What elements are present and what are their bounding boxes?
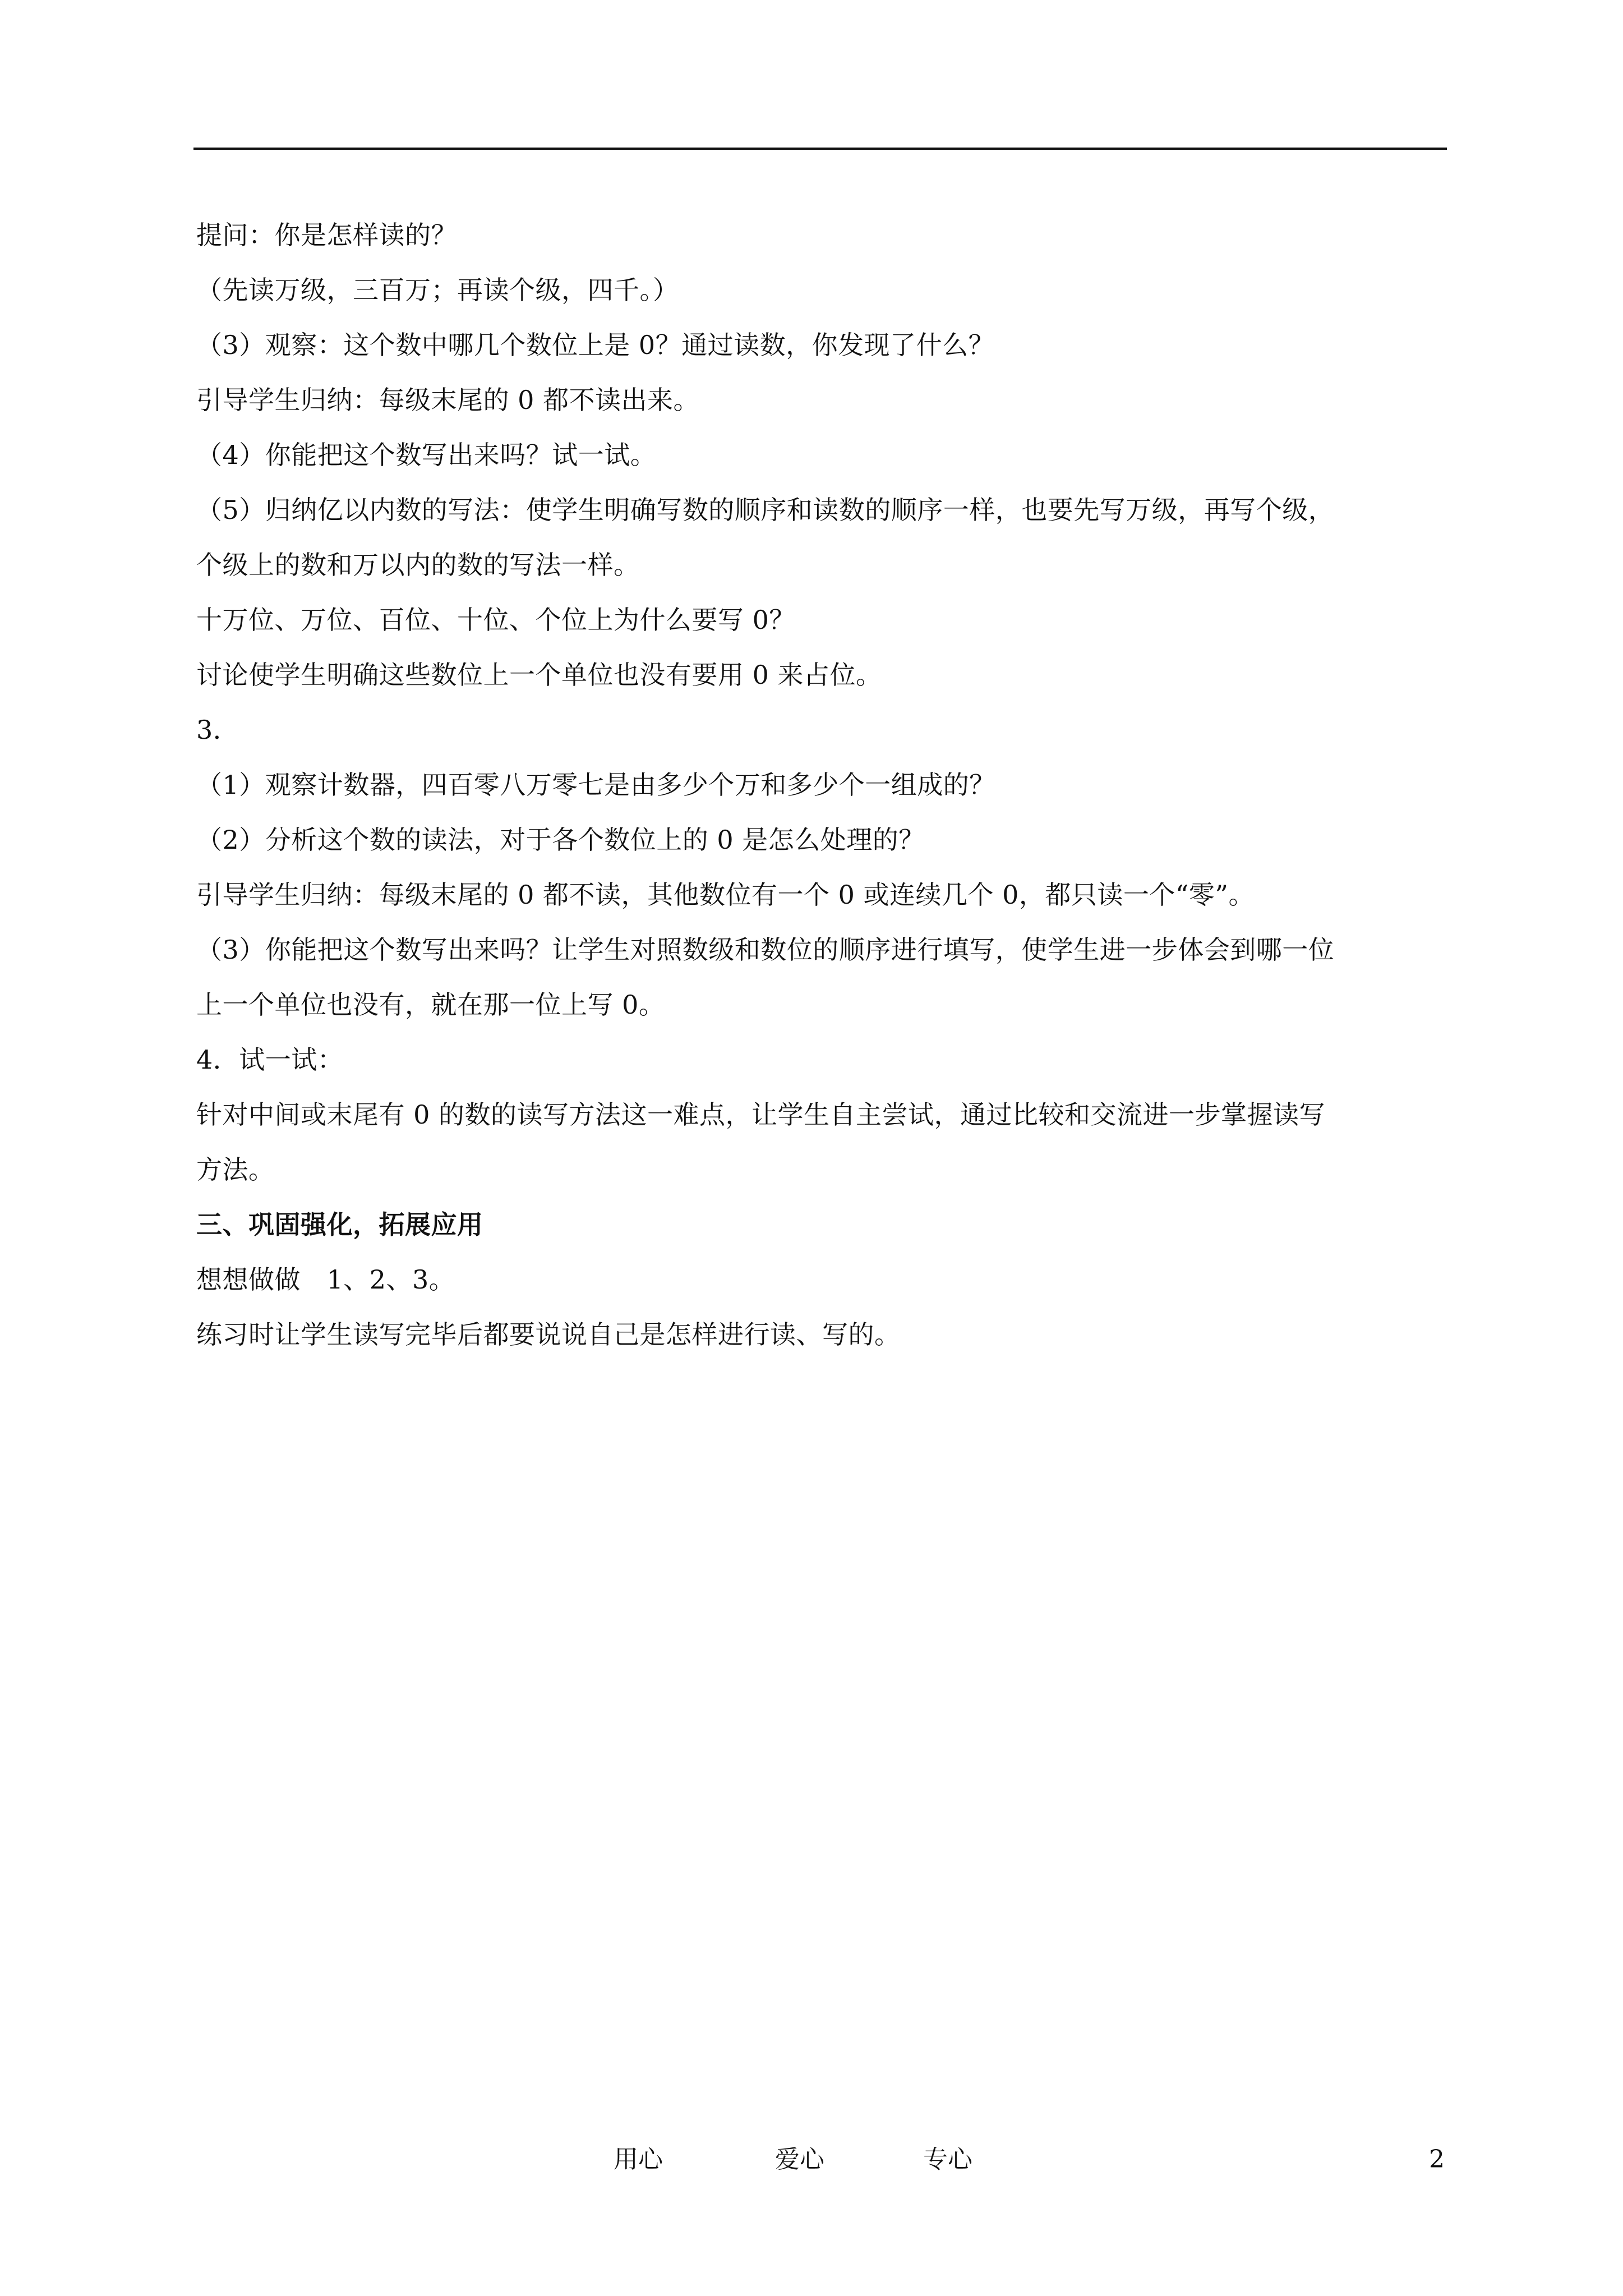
text-line: 引导学生归纳：每级末尾的 0 都不读出来。 — [196, 385, 700, 415]
text-line: （1）观察计数器，四百零八万零七是由多少个万和多少个一组成的？ — [196, 770, 995, 800]
text-line: 练习时让学生读写完毕后都要说说自己是怎样进行读、写的。 — [196, 1319, 901, 1350]
text-line: 方法。 — [196, 1154, 275, 1185]
text-line: 想想做做 1、2、3。 — [196, 1264, 455, 1295]
page-footer — [0, 2143, 1623, 2177]
text-line: 3． — [196, 715, 239, 745]
text-line: 4．试一试： — [196, 1045, 344, 1075]
footer-motto-2: 爱心 — [775, 2145, 824, 2174]
page-number: 2 — [1429, 2145, 1445, 2174]
text-line: （3）观察：这个数中哪几个数位上是 0？通过读数，你发现了什么？ — [196, 330, 995, 360]
footer-motto-3: 专心 — [923, 2145, 972, 2174]
text-line: （5）归纳亿以内数的写法：使学生明确写数的顺序和读数的顺序一样，也要先写万级，再写个级， — [196, 495, 1335, 525]
header-rule — [193, 148, 1447, 150]
text-line: （4）你能把这个数写出来吗？试一试。 — [196, 440, 657, 470]
text-line: 针对中间或末尾有 0 的数的读写方法这一难点，让学生自主尝试，通过比较和交流进一步掌握读写 — [196, 1099, 1326, 1130]
text-line: 个级上的数和万以内的数的写法一样。 — [196, 550, 640, 580]
text-line: 讨论使学生明确这些数位上一个单位也没有要用 0 来占位。 — [196, 660, 882, 690]
footer-motto-1: 用心 — [614, 2145, 663, 2174]
text-line: 引导学生归纳：每级末尾的 0 都不读，其他数位有一个 0 或连续几个 0，都只读一个“零”。 — [196, 880, 1255, 910]
text-line: 十万位、万位、百位、十位、个位上为什么要写 0？ — [196, 605, 795, 635]
text-line: （3）你能把这个数写出来吗？让学生对照数级和数位的顺序进行填写，使学生进一步体会到哪一位 — [196, 935, 1335, 965]
text-line: 上一个单位也没有，就在那一位上写 0。 — [196, 990, 665, 1020]
text-line: （2）分析这个数的读法，对于各个数位上的 0 是怎么处理的？ — [196, 825, 925, 855]
text-line: 提问：你是怎样读的？ — [196, 220, 457, 250]
section-heading: 三、巩固强化，拓展应用 — [196, 1209, 483, 1240]
body-text — [196, 208, 1447, 1362]
text-line: （先读万级，三百万；再读个级，四千。） — [196, 275, 679, 305]
